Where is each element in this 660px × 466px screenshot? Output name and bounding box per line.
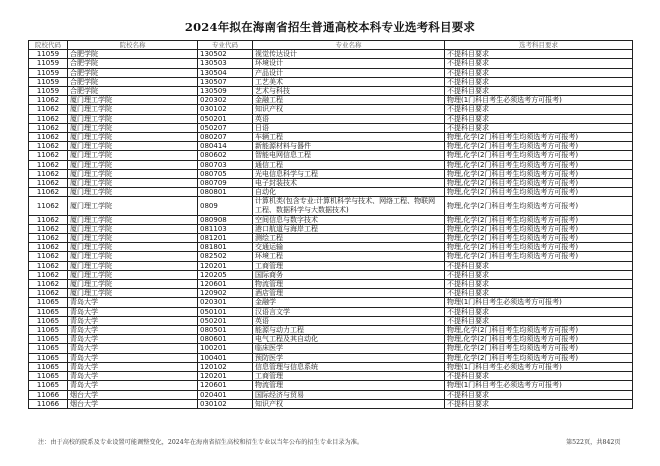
cell-school-name: 厦门理工学院: [68, 197, 198, 215]
cell-school-name: 烟台大学: [68, 399, 198, 408]
cell-school-name: 青岛大学: [68, 353, 198, 362]
cell-major-code: 080207: [198, 133, 253, 142]
table-row: [29, 372, 633, 381]
cell-major-name: 国际商务: [253, 270, 445, 279]
table-row: [29, 68, 633, 77]
cell-major-code: 120601: [198, 381, 253, 390]
cell-major-code: 120201: [198, 372, 253, 381]
cell-major-name: 物流管理: [253, 280, 445, 289]
cell-major-name: 金融学: [253, 298, 445, 307]
table-body: [29, 50, 633, 409]
table-row: [29, 362, 633, 371]
cell-school-name: 厦门理工学院: [68, 133, 198, 142]
cell-school-name: 青岛大学: [68, 344, 198, 353]
cell-subject-requirement: 不提科目要求: [445, 372, 633, 381]
cell-major-code: 130507: [198, 77, 253, 86]
cell-subject-requirement: 物理,化学(2门科目考生均须选考方可报考): [445, 224, 633, 233]
cell-major-name: 自动化: [253, 188, 445, 197]
cell-subject-requirement: 不提科目要求: [445, 280, 633, 289]
cell-school-name: 合肥学院: [68, 68, 198, 77]
cell-school-name: 厦门理工学院: [68, 261, 198, 270]
cell-school-name: 青岛大学: [68, 307, 198, 316]
cell-school-code: 11066: [29, 390, 68, 399]
cell-school-name: 厦门理工学院: [68, 105, 198, 114]
cell-major-name: 工艺美术: [253, 77, 445, 86]
cell-school-name: 青岛大学: [68, 298, 198, 307]
cell-school-code: 11065: [29, 326, 68, 335]
cell-major-code: 080908: [198, 215, 253, 224]
cell-major-code: 080709: [198, 179, 253, 188]
header-major-code: 专业代码: [198, 41, 253, 50]
cell-major-name: 智能电网信息工程: [253, 151, 445, 160]
cell-major-name: 酒店管理: [253, 289, 445, 298]
cell-school-code: 11065: [29, 353, 68, 362]
cell-school-name: 厦门理工学院: [68, 224, 198, 233]
table-row: [29, 169, 633, 178]
footnote: 注：由于高校的院系及专业设置可能调整变化，2024年在海南省招生高校和招生专业以当年公布的招生专业目录为准。: [38, 439, 364, 446]
cell-school-code: 11062: [29, 215, 68, 224]
cell-subject-requirement: 物理,化学(2门科目考生均须选考方可报考): [445, 151, 633, 160]
cell-school-name: 厦门理工学院: [68, 234, 198, 243]
cell-school-code: 11062: [29, 105, 68, 114]
cell-school-name: 厦门理工学院: [68, 270, 198, 279]
table-row: [29, 179, 633, 188]
cell-school-name: 烟台大学: [68, 390, 198, 399]
cell-subject-requirement: 物理,化学(2门科目考生均须选考方可报考): [445, 353, 633, 362]
cell-school-code: 11062: [29, 197, 68, 215]
cell-school-code: 11065: [29, 362, 68, 371]
cell-major-name: 光电信息科学与工程: [253, 169, 445, 178]
cell-subject-requirement: 不提科目要求: [445, 68, 633, 77]
cell-subject-requirement: 不提科目要求: [445, 270, 633, 279]
cell-school-name: 厦门理工学院: [68, 252, 198, 261]
cell-subject-requirement: 不提科目要求: [445, 105, 633, 114]
cell-major-code: 100201: [198, 344, 253, 353]
cell-school-code: 11062: [29, 289, 68, 298]
cell-school-code: 11065: [29, 344, 68, 353]
cell-major-code: 050201: [198, 316, 253, 325]
cell-subject-requirement: 物理,化学(2门科目考生均须选考方可报考): [445, 326, 633, 335]
cell-school-name: 厦门理工学院: [68, 289, 198, 298]
cell-major-name: 工商管理: [253, 261, 445, 270]
subject-requirements-table: [28, 40, 633, 409]
cell-subject-requirement: 物理,化学(2门科目考生均须选考方可报考): [445, 169, 633, 178]
table-row: [29, 197, 633, 215]
cell-major-name: 汉语言文学: [253, 307, 445, 316]
header-subject-requirement: 选考科目要求: [445, 41, 633, 50]
cell-subject-requirement: 物理,化学(2门科目考生均须选考方可报考): [445, 243, 633, 252]
cell-subject-requirement: 不提科目要求: [445, 59, 633, 68]
cell-school-code: 11062: [29, 261, 68, 270]
cell-school-name: 厦门理工学院: [68, 243, 198, 252]
cell-major-name: 能源与动力工程: [253, 326, 445, 335]
cell-major-code: 030102: [198, 399, 253, 408]
cell-subject-requirement: 物理,化学(2门科目考生均须选考方可报考): [445, 344, 633, 353]
cell-school-code: 11062: [29, 224, 68, 233]
cell-subject-requirement: 物理,化学(2门科目考生均须选考方可报考): [445, 215, 633, 224]
cell-subject-requirement: 物理(1门科目考生必须选考方可报考): [445, 362, 633, 371]
cell-subject-requirement: 不提科目要求: [445, 77, 633, 86]
cell-school-name: 青岛大学: [68, 316, 198, 325]
cell-school-name: 厦门理工学院: [68, 151, 198, 160]
cell-subject-requirement: 不提科目要求: [445, 123, 633, 132]
cell-subject-requirement: 物理,化学(2门科目考生均须选考方可报考): [445, 160, 633, 169]
cell-school-name: 合肥学院: [68, 87, 198, 96]
table-row: [29, 114, 633, 123]
cell-major-code: 050101: [198, 307, 253, 316]
cell-major-name: 预防医学: [253, 353, 445, 362]
cell-school-code: 11062: [29, 234, 68, 243]
cell-subject-requirement: 物理,化学(2门科目考生均须选考方可报考): [445, 197, 633, 215]
table-row: [29, 307, 633, 316]
cell-school-code: 11065: [29, 381, 68, 390]
cell-school-code: 11059: [29, 59, 68, 68]
cell-school-name: 厦门理工学院: [68, 179, 198, 188]
table-row: [29, 224, 633, 233]
cell-major-name: 交通运输: [253, 243, 445, 252]
table-row: [29, 298, 633, 307]
table-row: [29, 160, 633, 169]
table-row: [29, 261, 633, 270]
cell-school-code: 11062: [29, 280, 68, 289]
cell-major-code: 050201: [198, 114, 253, 123]
cell-major-code: 080602: [198, 151, 253, 160]
cell-subject-requirement: 不提科目要求: [445, 261, 633, 270]
cell-school-code: 11059: [29, 87, 68, 96]
cell-school-code: 11062: [29, 114, 68, 123]
cell-school-name: 合肥学院: [68, 77, 198, 86]
cell-subject-requirement: 物理,化学(2门科目考生均须选考方可报考): [445, 142, 633, 151]
cell-subject-requirement: 不提科目要求: [445, 399, 633, 408]
table-row: [29, 142, 633, 151]
cell-major-code: 0809: [198, 197, 253, 215]
cell-subject-requirement: 不提科目要求: [445, 50, 633, 59]
cell-subject-requirement: 物理,化学(2门科目考生均须选考方可报考): [445, 252, 633, 261]
cell-major-code: 100401: [198, 353, 253, 362]
cell-major-name: 物流管理: [253, 381, 445, 390]
cell-school-code: 11066: [29, 399, 68, 408]
table-row: [29, 252, 633, 261]
cell-major-code: 130502: [198, 50, 253, 59]
cell-school-name: 厦门理工学院: [68, 142, 198, 151]
cell-school-code: 11059: [29, 77, 68, 86]
cell-major-name: 产品设计: [253, 68, 445, 77]
cell-subject-requirement: 物理,化学(2门科目考生均须选考方可报考): [445, 133, 633, 142]
cell-subject-requirement: 物理,化学(2门科目考生均须选考方可报考): [445, 188, 633, 197]
cell-subject-requirement: 物理,化学(2门科目考生均须选考方可报考): [445, 234, 633, 243]
cell-major-code: 081201: [198, 234, 253, 243]
cell-major-code: 080414: [198, 142, 253, 151]
header-school-name: 院校名称: [68, 41, 198, 50]
cell-major-code: 082502: [198, 252, 253, 261]
cell-subject-requirement: 物理(1门科目考生必须选考方可报考): [445, 96, 633, 105]
cell-major-name: 艺术与科技: [253, 87, 445, 96]
cell-major-name: 工商管理: [253, 372, 445, 381]
cell-major-code: 050207: [198, 123, 253, 132]
cell-major-name: 车辆工程: [253, 133, 445, 142]
cell-major-name: 环境工程: [253, 252, 445, 261]
cell-major-code: 120201: [198, 261, 253, 270]
table-row: [29, 234, 633, 243]
table-header-row: [29, 41, 633, 50]
cell-major-code: 080703: [198, 160, 253, 169]
cell-major-name: 通信工程: [253, 160, 445, 169]
table-row: [29, 280, 633, 289]
page-number: 第522页，共842页: [566, 439, 621, 446]
table-row: [29, 243, 633, 252]
cell-school-code: 11062: [29, 252, 68, 261]
cell-major-name: 视觉传达设计: [253, 50, 445, 59]
cell-school-name: 青岛大学: [68, 326, 198, 335]
table-row: [29, 59, 633, 68]
table-row: [29, 123, 633, 132]
table-row: [29, 50, 633, 59]
cell-school-code: 11062: [29, 169, 68, 178]
cell-school-name: 厦门理工学院: [68, 114, 198, 123]
cell-school-code: 11065: [29, 335, 68, 344]
cell-subject-requirement: 不提科目要求: [445, 316, 633, 325]
cell-major-name: 知识产权: [253, 399, 445, 408]
cell-major-name: 港口航道与海岸工程: [253, 224, 445, 233]
cell-subject-requirement: 不提科目要求: [445, 114, 633, 123]
cell-subject-requirement: 物理,化学(2门科目考生均须选考方可报考): [445, 335, 633, 344]
cell-major-code: 120902: [198, 289, 253, 298]
table-row: [29, 77, 633, 86]
table-row: [29, 188, 633, 197]
cell-school-name: 青岛大学: [68, 381, 198, 390]
table-row: [29, 215, 633, 224]
cell-subject-requirement: 不提科目要求: [445, 307, 633, 316]
cell-school-name: 厦门理工学院: [68, 123, 198, 132]
cell-major-code: 080705: [198, 169, 253, 178]
cell-school-name: 厦门理工学院: [68, 96, 198, 105]
cell-school-code: 11065: [29, 372, 68, 381]
cell-school-code: 11062: [29, 188, 68, 197]
cell-major-name: 金融工程: [253, 96, 445, 105]
cell-school-code: 11062: [29, 133, 68, 142]
table-row: [29, 289, 633, 298]
cell-major-code: 120205: [198, 270, 253, 279]
cell-school-name: 厦门理工学院: [68, 169, 198, 178]
page-title: 2024年拟在海南省招生普通高校本科专业选考科目要求: [184, 20, 476, 34]
cell-major-name: 电气工程及其自动化: [253, 335, 445, 344]
table-row: [29, 133, 633, 142]
cell-school-code: 11062: [29, 123, 68, 132]
cell-school-code: 11062: [29, 96, 68, 105]
cell-school-code: 11059: [29, 68, 68, 77]
table-row: [29, 390, 633, 399]
cell-major-name: 环境设计: [253, 59, 445, 68]
cell-school-name: 厦门理工学院: [68, 280, 198, 289]
cell-subject-requirement: 物理,化学(2门科目考生均须选考方可报考): [445, 179, 633, 188]
cell-major-name: 日语: [253, 123, 445, 132]
cell-major-name: 电子封装技术: [253, 179, 445, 188]
cell-major-code: 080801: [198, 188, 253, 197]
cell-school-name: 合肥学院: [68, 50, 198, 59]
cell-major-code: 080501: [198, 326, 253, 335]
cell-school-code: 11059: [29, 50, 68, 59]
cell-major-name: 测绘工程: [253, 234, 445, 243]
cell-major-code: 080601: [198, 335, 253, 344]
table-row: [29, 381, 633, 390]
cell-school-code: 11062: [29, 151, 68, 160]
cell-major-code: 120102: [198, 362, 253, 371]
table-row: [29, 326, 633, 335]
table-row: [29, 151, 633, 160]
cell-school-code: 11065: [29, 307, 68, 316]
cell-school-name: 青岛大学: [68, 335, 198, 344]
cell-school-name: 厦门理工学院: [68, 215, 198, 224]
cell-major-code: 020301: [198, 298, 253, 307]
cell-school-name: 厦门理工学院: [68, 188, 198, 197]
cell-major-name: 信息管理与信息系统: [253, 362, 445, 371]
cell-major-code: 130509: [198, 87, 253, 96]
cell-school-code: 11062: [29, 179, 68, 188]
header-school-code: 院校代码: [29, 41, 68, 50]
table-row: [29, 399, 633, 408]
cell-major-name: 知识产权: [253, 105, 445, 114]
cell-subject-requirement: 不提科目要求: [445, 289, 633, 298]
table-row: [29, 87, 633, 96]
cell-major-name: 英语: [253, 316, 445, 325]
cell-major-name: 空间信息与数字技术: [253, 215, 445, 224]
cell-school-code: 11065: [29, 316, 68, 325]
table-row: [29, 344, 633, 353]
table-row: [29, 335, 633, 344]
cell-major-name: 计算机类(包含专业:计算机科学与技术、网络工程、物联网工程、数据科学与大数据技术): [253, 197, 445, 215]
cell-school-name: 合肥学院: [68, 59, 198, 68]
header-major-name: 专业名称: [253, 41, 445, 50]
cell-major-code: 081801: [198, 243, 253, 252]
cell-major-name: 新能源材料与器件: [253, 142, 445, 151]
table-row: [29, 105, 633, 114]
cell-major-code: 020302: [198, 96, 253, 105]
cell-school-name: 青岛大学: [68, 362, 198, 371]
cell-major-code: 130504: [198, 68, 253, 77]
cell-major-code: 030102: [198, 105, 253, 114]
cell-subject-requirement: 不提科目要求: [445, 87, 633, 96]
cell-school-name: 厦门理工学院: [68, 160, 198, 169]
cell-school-code: 11062: [29, 270, 68, 279]
table-row: [29, 353, 633, 362]
cell-major-name: 国际经济与贸易: [253, 390, 445, 399]
cell-major-code: 120601: [198, 280, 253, 289]
cell-major-name: 临床医学: [253, 344, 445, 353]
cell-school-code: 11062: [29, 142, 68, 151]
cell-major-code: 130503: [198, 59, 253, 68]
cell-major-code: 081103: [198, 224, 253, 233]
table-row: [29, 96, 633, 105]
cell-subject-requirement: 物理(1门科目考生必须选考方可报考): [445, 381, 633, 390]
cell-school-code: 11062: [29, 160, 68, 169]
cell-school-code: 11062: [29, 243, 68, 252]
cell-school-code: 11065: [29, 298, 68, 307]
cell-school-name: 青岛大学: [68, 372, 198, 381]
cell-subject-requirement: 物理(1门科目考生必须选考方可报考): [445, 298, 633, 307]
table-row: [29, 270, 633, 279]
cell-major-name: 英语: [253, 114, 445, 123]
table-row: [29, 316, 633, 325]
cell-subject-requirement: 不提科目要求: [445, 390, 633, 399]
cell-major-code: 020401: [198, 390, 253, 399]
